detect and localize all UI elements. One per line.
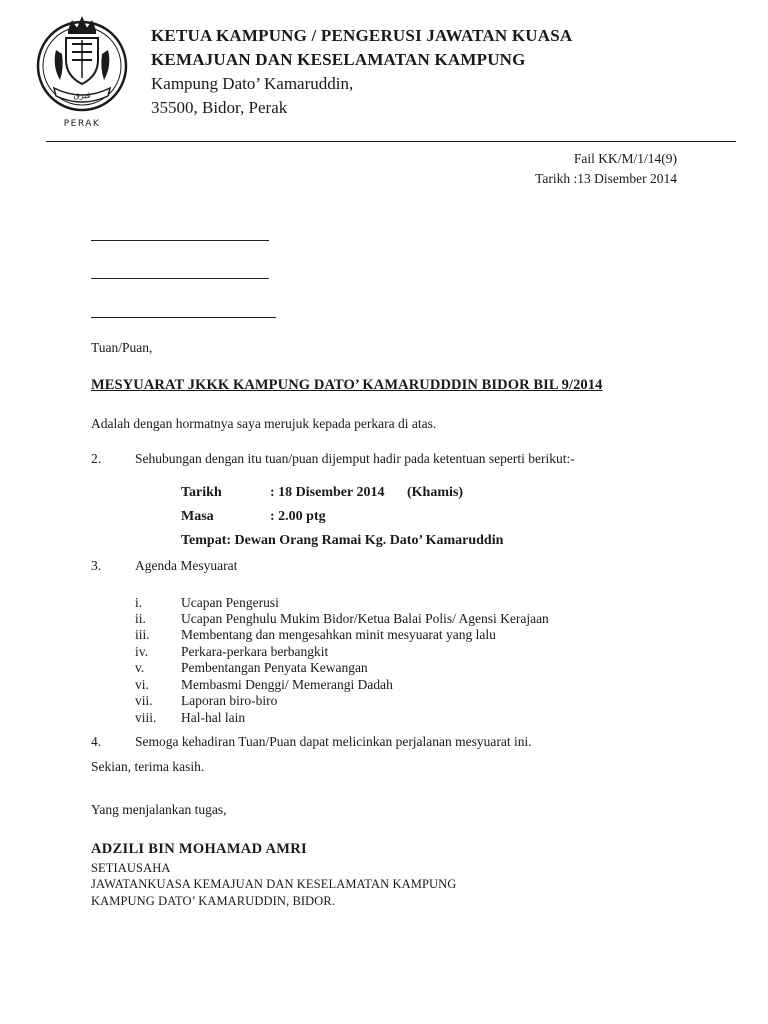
- agenda-item: Membasmi Denggi/ Memerangi Dadah: [181, 677, 393, 692]
- agenda-item: Laporan biro-biro: [181, 693, 278, 708]
- letterhead-address-line1: Kampung Dato’ Kamaruddin,: [151, 74, 354, 93]
- crest-label: PERAK: [63, 119, 101, 129]
- address-blank-line-2: [91, 278, 269, 279]
- letter-subject: MESYUARAT JKKK KAMPUNG DATO’ KAMARUDDDIN BIDOR BIL 9/2014: [91, 377, 603, 393]
- agenda-number: iii.: [135, 627, 150, 642]
- agenda-number: iv.: [135, 644, 148, 659]
- para2-number: 2.: [91, 451, 102, 466]
- meeting-time-value: : 2.00 ptg: [270, 509, 326, 524]
- agenda-item: Ucapan Pengerusi: [181, 595, 279, 610]
- duty-line: Yang menjalankan tugas,: [91, 802, 227, 817]
- para3-number: 3.: [91, 558, 102, 573]
- signatory-name: ADZILI BIN MOHAMAD AMRI: [91, 841, 307, 857]
- file-reference: Fail KK/M/1/14(9): [573, 151, 677, 166]
- address-blank-line-1: [91, 240, 269, 241]
- agenda-item: Perkara-perkara berbangkit: [181, 644, 329, 659]
- closing-remark: Sekian, terima kasih.: [91, 759, 205, 774]
- meeting-date-value: : 18 Disember 2014: [270, 485, 385, 500]
- meeting-date-label: Tarikh: [181, 485, 222, 500]
- salutation: Tuan/Puan,: [91, 340, 153, 355]
- letterhead-divider: [46, 141, 736, 142]
- para3-text: Agenda Mesyuarat: [135, 558, 238, 573]
- para2-text: Sehubungan dengan itu tuan/puan dijemput hadir pada ketentuan seperti berikut:-: [135, 451, 575, 466]
- signatory-organisation: JAWATANKUASA KEMAJUAN DAN KESELAMATAN KAMPUNG: [91, 877, 457, 891]
- para4-text: Semoga kehadiran Tuan/Puan dapat melicinkan perjalanan mesyuarat ini.: [135, 734, 532, 749]
- agenda-number: ii.: [135, 611, 146, 626]
- agenda-number: viii.: [135, 710, 157, 725]
- meeting-time-label: Masa: [181, 509, 214, 524]
- signatory-place: KAMPUNG DATO’ KAMARUDDIN, BIDOR.: [91, 894, 336, 908]
- agenda-number: v.: [135, 660, 145, 675]
- agenda-item: Membentang dan mengesahkan minit mesyuarat yang lalu: [181, 627, 496, 642]
- agenda-number: i.: [135, 595, 143, 610]
- agenda-item: Hal-hal lain: [181, 710, 246, 725]
- letterhead-address-line2: 35500, Bidor, Perak: [151, 98, 288, 117]
- signatory-title: SETIAUSAHA: [91, 861, 171, 875]
- agenda-number: vi.: [135, 677, 149, 692]
- agenda-item: Pembentangan Penyata Kewangan: [181, 660, 368, 675]
- letterhead-title-line1: KETUA KAMPUNG / PENGERUSI JAWATAN KUASA: [151, 26, 573, 45]
- address-blank-line-3: [91, 317, 276, 318]
- meeting-venue: Tempat: Dewan Orang Ramai Kg. Dato’ Kamaruddin: [181, 533, 504, 548]
- perak-crest-logo: [34, 10, 130, 130]
- letter-date: Tarikh :13 Disember 2014: [535, 171, 677, 186]
- crest-script-text: ڤيرق: [73, 91, 91, 100]
- agenda-number: vii.: [135, 693, 153, 708]
- letterhead-title-line2: KEMAJUAN DAN KESELAMATAN KAMPUNG: [151, 50, 526, 69]
- intro-paragraph: Adalah dengan hormatnya saya merujuk kepada perkara di atas.: [91, 416, 437, 431]
- agenda-item: Ucapan Penghulu Mukim Bidor/Ketua Balai Polis/ Agensi Kerajaan: [181, 611, 549, 626]
- meeting-day: (Khamis): [407, 485, 463, 500]
- para4-number: 4.: [91, 734, 102, 749]
